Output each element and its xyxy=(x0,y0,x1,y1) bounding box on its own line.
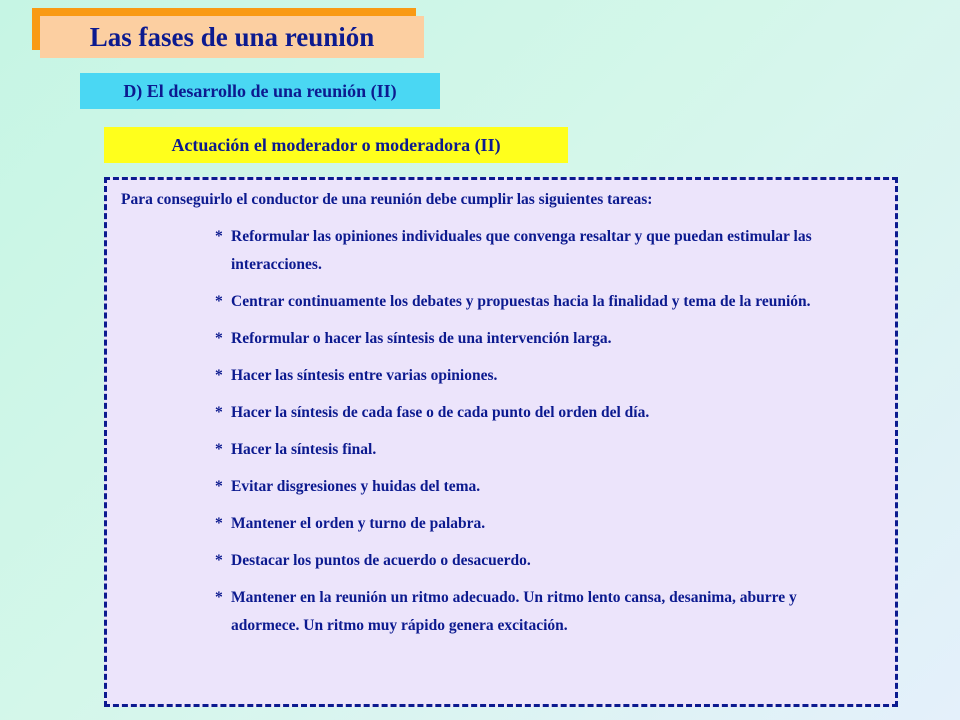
bullet-marker: * xyxy=(215,404,223,421)
list-item xyxy=(215,436,863,464)
list-item xyxy=(215,510,863,538)
bullet-marker: * xyxy=(215,228,223,245)
task-text: Destacar los puntos de acuerdo o desacuerdo. xyxy=(231,552,531,569)
task-text: Mantener el orden y turno de palabra. xyxy=(231,515,486,532)
list-item xyxy=(215,584,863,640)
list-item xyxy=(215,399,863,427)
subtitle: D) El desarrollo de una reunión (II) xyxy=(123,80,397,101)
bullet-marker: * xyxy=(215,515,223,532)
bullet-marker: * xyxy=(215,441,223,458)
task-text: Mantener en la reunión un ritmo adecuado. Un ritmo lento cansa, desanima, aburre y adormece. Un ritmo muy rápido genera excitación. xyxy=(231,589,797,634)
list-item xyxy=(215,288,863,316)
bullet-marker: * xyxy=(215,589,223,606)
bullet-marker: * xyxy=(215,330,223,347)
content-panel xyxy=(104,177,898,707)
list-item xyxy=(215,223,863,279)
page-title: Las fases de una reunión xyxy=(89,21,375,52)
task-text: Hacer la síntesis de cada fase o de cada punto del orden del día. xyxy=(231,404,650,421)
bullet-marker: * xyxy=(215,552,223,569)
subtitle-box xyxy=(80,73,440,109)
list-item xyxy=(215,547,863,575)
section-heading: Actuación el moderador o moderadora (II) xyxy=(171,134,501,155)
list-item xyxy=(215,362,863,390)
list-item xyxy=(215,325,863,353)
list-item xyxy=(215,473,863,501)
intro-text: Para conseguirlo el conductor de una reunión debe cumplir las siguientes tareas: xyxy=(121,191,653,208)
section-box xyxy=(104,127,568,163)
task-text: Centrar continuamente los debates y propuestas hacia la finalidad y tema de la reunión. xyxy=(231,293,811,310)
bullet-marker: * xyxy=(215,367,223,384)
task-text: Hacer las síntesis entre varias opiniones. xyxy=(231,367,498,384)
title-box xyxy=(40,16,424,58)
task-text: Hacer la síntesis final. xyxy=(231,441,377,458)
bullet-marker: * xyxy=(215,293,223,310)
task-text: Reformular las opiniones individuales que convenga resaltar y que puedan estimular las interacciones. xyxy=(231,228,812,273)
task-text: Reformular o hacer las síntesis de una intervención larga. xyxy=(231,330,612,347)
task-text: Evitar disgresiones y huidas del tema. xyxy=(231,478,481,495)
bullet-marker: * xyxy=(215,478,223,495)
